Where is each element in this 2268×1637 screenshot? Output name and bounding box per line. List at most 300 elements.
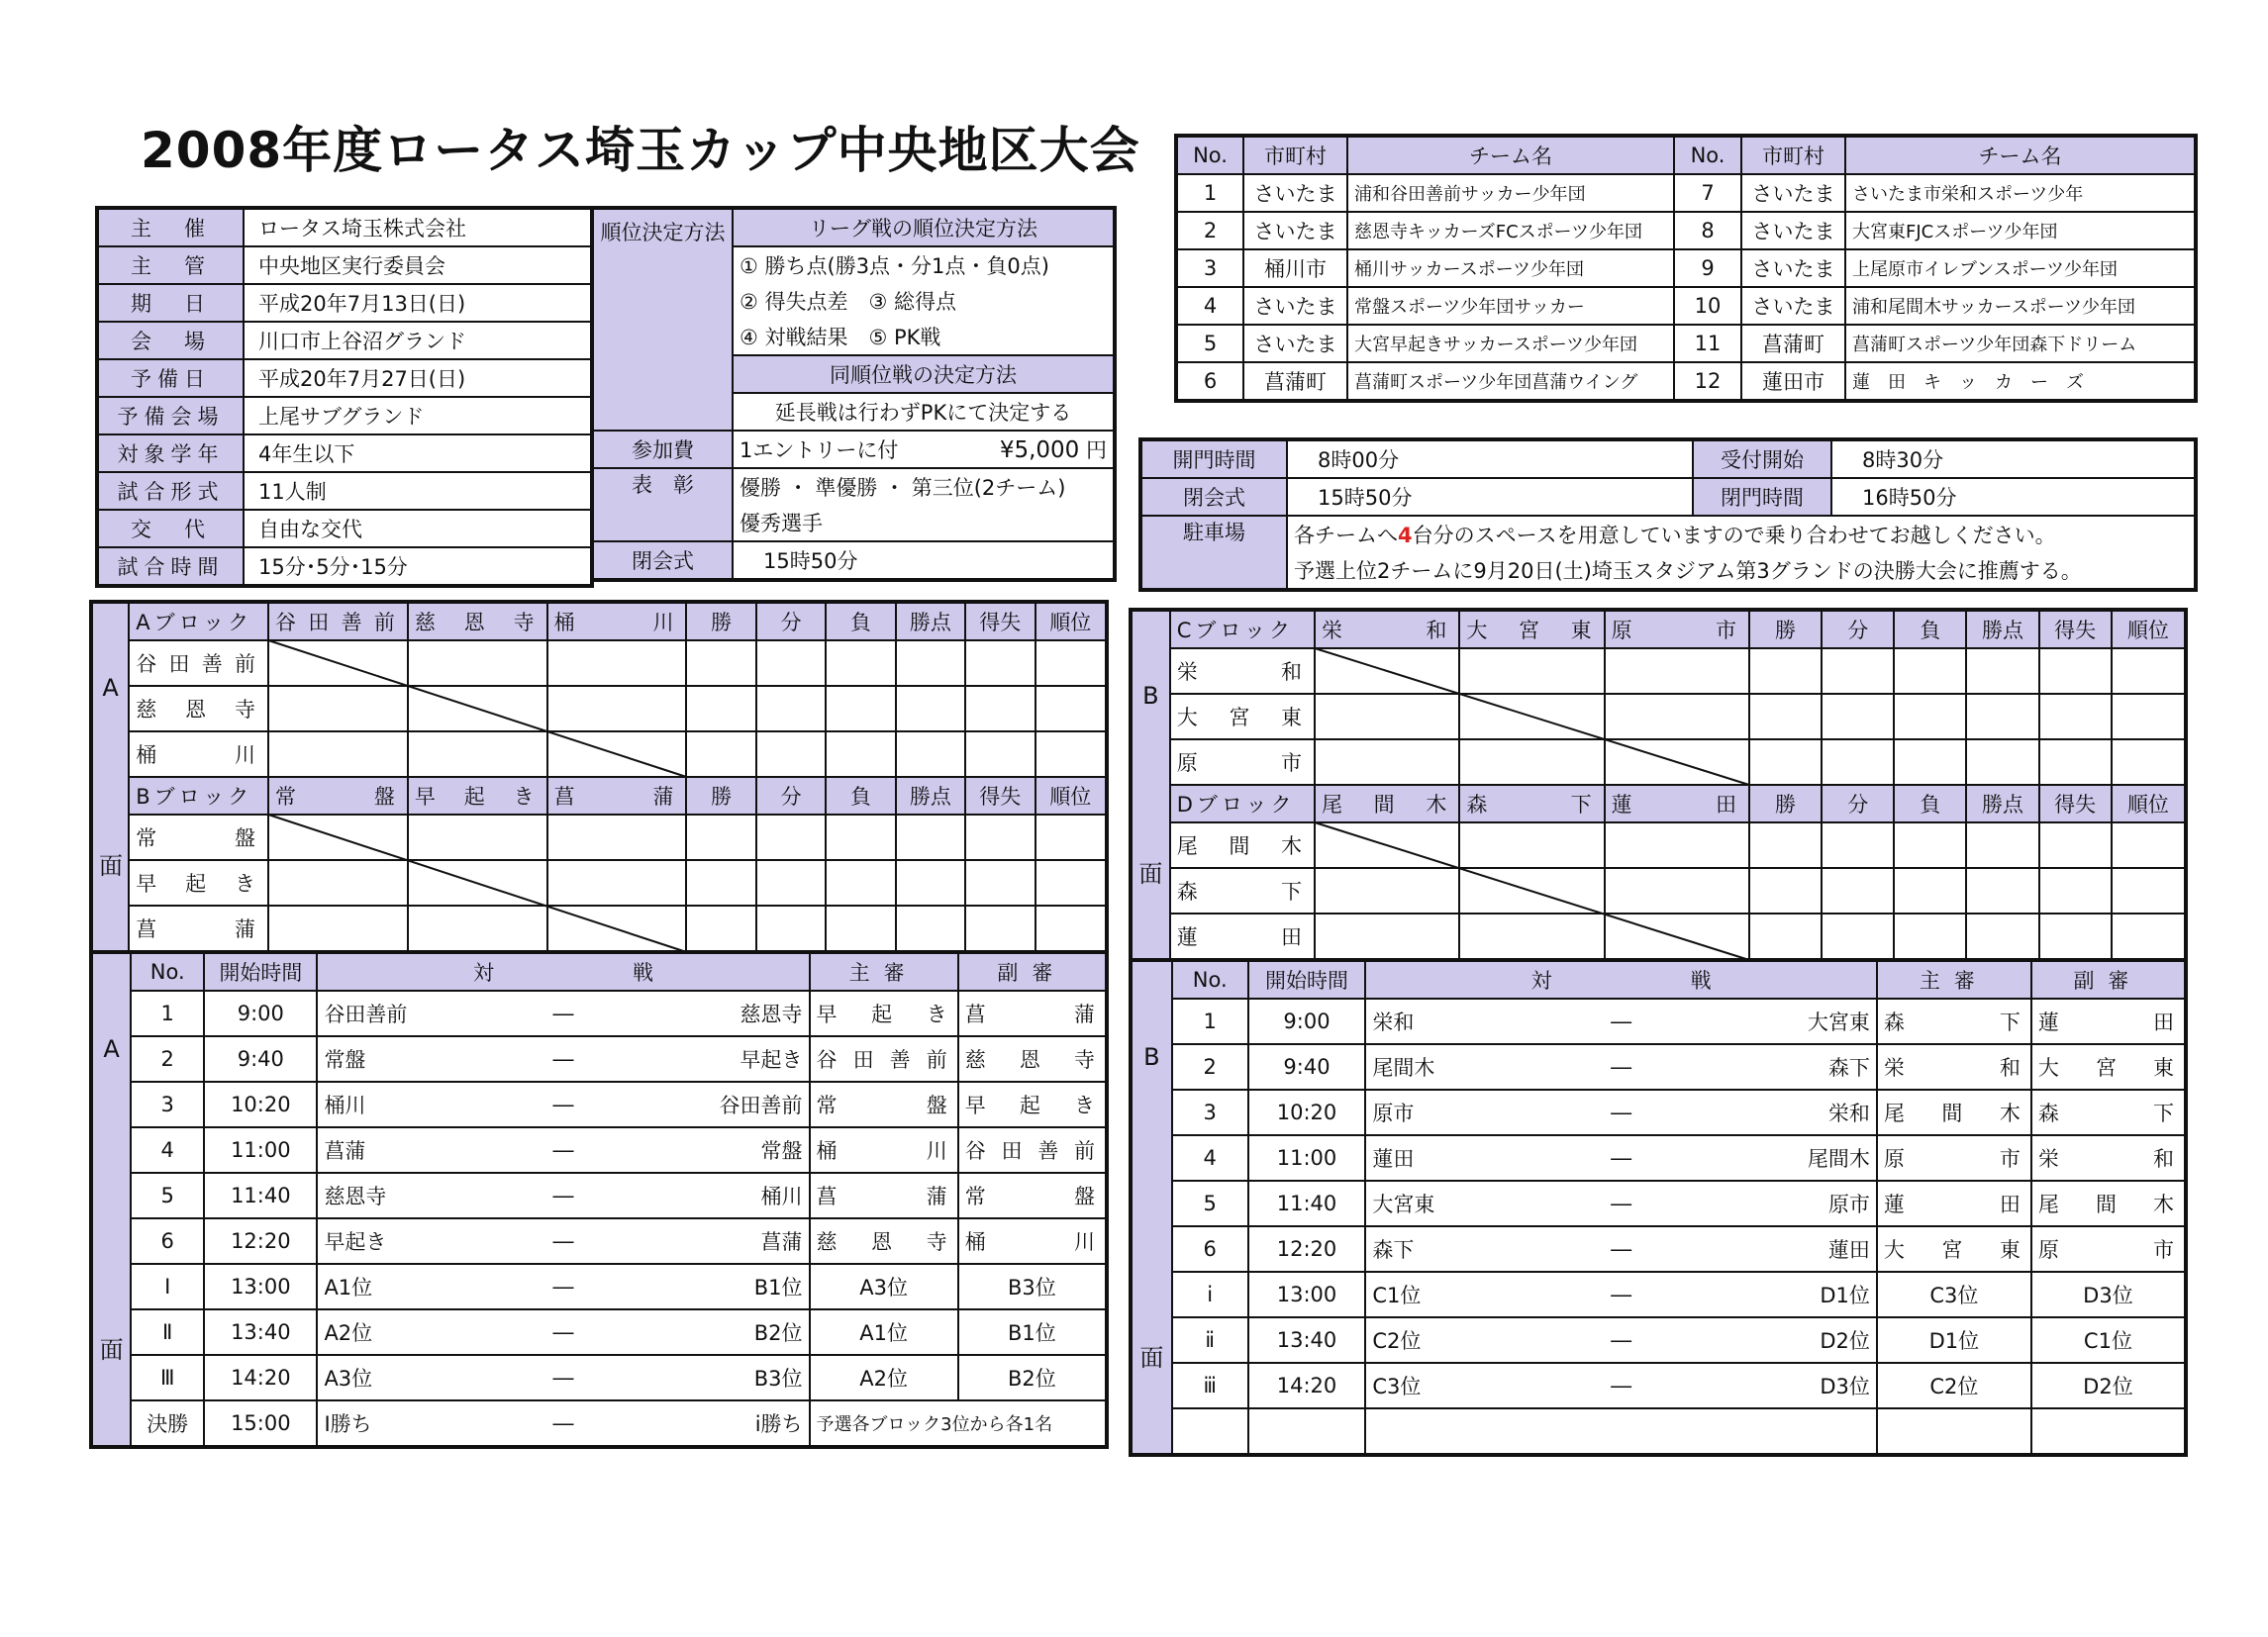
- match-home: 原市: [1365, 1090, 1550, 1135]
- result-cell: [1822, 648, 1894, 694]
- side-letter: A: [103, 1034, 120, 1063]
- match-away: 慈恩寺: [632, 991, 810, 1036]
- league-table-b: [1129, 608, 2188, 962]
- schedule-row: [91, 1309, 1107, 1355]
- teams-city-header: 市町村: [1741, 136, 1845, 174]
- team-row: [1176, 212, 2196, 249]
- result-cell: [1894, 648, 1966, 694]
- score-cell: [1315, 694, 1459, 739]
- schedule-table-a: [89, 950, 1109, 1449]
- match-time: 13:00: [204, 1264, 317, 1309]
- match-home: A2位: [317, 1309, 495, 1355]
- match-home: C2位: [1365, 1317, 1550, 1363]
- match-away: B1位: [632, 1264, 810, 1309]
- info-row: [97, 510, 592, 547]
- schedule-row: [91, 1036, 1107, 1082]
- info-value: 平成20年7月13日(日): [244, 284, 592, 322]
- match-home: 大宮東: [1365, 1181, 1550, 1226]
- match-time: 10:20: [1248, 1090, 1366, 1135]
- block-row-team: 常盤: [129, 815, 268, 860]
- match-away: 早起き: [632, 1036, 810, 1082]
- schedule-row: [91, 991, 1107, 1036]
- result-col-header: 得失: [2039, 610, 2112, 648]
- result-cell: [1035, 686, 1108, 731]
- match-away: 常盤: [632, 1127, 810, 1173]
- match-dash: ―: [495, 1309, 632, 1355]
- info-row: [97, 246, 592, 284]
- score-cell: [1605, 694, 1749, 739]
- open-label: 開門時間: [1140, 439, 1287, 478]
- team-city: さいたま: [1741, 174, 1845, 212]
- result-cell: [2112, 648, 2186, 694]
- match-dash: ―: [1550, 1181, 1692, 1226]
- block-team-row: [91, 906, 1107, 952]
- vs-label: 対: [472, 961, 494, 985]
- reception-label: 受付開始: [1693, 439, 1831, 478]
- result-cell: [1894, 914, 1966, 960]
- match-sub-ref: 尾間木: [2031, 1181, 2186, 1226]
- match-no: 6: [1172, 1226, 1248, 1272]
- match-time: 11:00: [204, 1127, 317, 1173]
- closing-label: 閉会式: [1140, 478, 1287, 516]
- match-no: 1: [131, 991, 204, 1036]
- block-header-row: [91, 602, 1107, 640]
- result-cell: [1966, 648, 2038, 694]
- match-ref: 慈恩寺: [810, 1218, 958, 1264]
- match-sub-ref: 栄和: [2031, 1135, 2186, 1181]
- result-cell: [896, 815, 965, 860]
- info-row: [97, 359, 592, 397]
- match-no: ⅱ: [1172, 1317, 1248, 1363]
- info-value: ロータス埼玉株式会社: [244, 208, 592, 246]
- side-letter: A: [102, 674, 119, 702]
- result-col-header: 負: [1894, 785, 1966, 822]
- info-row: [97, 284, 592, 322]
- block-header-row: [91, 777, 1107, 815]
- result-cell: [896, 640, 965, 686]
- match-time: 11:00: [1248, 1135, 1366, 1181]
- match-home: 菖蒲: [317, 1127, 495, 1173]
- match-away: 谷田善前: [632, 1082, 810, 1127]
- match-dash: ―: [1550, 1090, 1692, 1135]
- info-row: [97, 434, 592, 472]
- result-cell: [896, 686, 965, 731]
- side-men: 面: [1138, 860, 1163, 888]
- match-home: A1位: [317, 1264, 495, 1309]
- result-cell: [965, 815, 1035, 860]
- vs-label: 戦: [1690, 969, 1712, 993]
- parking-label: 駐車場: [1140, 516, 1287, 590]
- result-col-header: 得失: [2039, 785, 2112, 822]
- block-row-team: 森下: [1170, 868, 1315, 914]
- match-ref: 菖蒲: [810, 1173, 958, 1218]
- match-ref: 桶川: [810, 1127, 958, 1173]
- block-row-team: 尾間木: [1170, 822, 1315, 868]
- score-cell: [1459, 914, 1604, 960]
- result-cell: [1822, 694, 1894, 739]
- match-time: 14:20: [204, 1355, 317, 1400]
- team-no: 7: [1674, 174, 1741, 212]
- block-header-row: [1131, 610, 2186, 648]
- times-table: [1138, 437, 2198, 592]
- open-time: 8時00分: [1287, 439, 1693, 478]
- match-home: 早起き: [317, 1218, 495, 1264]
- result-col-header: 勝点: [896, 602, 965, 640]
- block-team-row: [1131, 739, 2186, 785]
- block-team-row: [91, 860, 1107, 906]
- score-cell: [1605, 868, 1749, 914]
- match-no: 5: [131, 1173, 204, 1218]
- info-label: 主 催: [97, 208, 244, 246]
- score-cell: [268, 906, 408, 952]
- team-no: 6: [1176, 362, 1243, 401]
- ranking-table: [590, 206, 1117, 582]
- info-value: 上尾サブグランド: [244, 397, 592, 434]
- result-col-header: 分: [756, 602, 826, 640]
- result-cell: [1035, 906, 1108, 952]
- score-cell: [1605, 648, 1749, 694]
- match-away: B3位: [632, 1355, 810, 1400]
- match-no: 2: [131, 1036, 204, 1082]
- match-home: C3位: [1365, 1363, 1550, 1408]
- match-dash: ―: [495, 1355, 632, 1400]
- team-city: さいたま: [1243, 212, 1347, 249]
- score-cell: [408, 640, 547, 686]
- result-col-header: 負: [1894, 610, 1966, 648]
- score-cell: [1459, 822, 1604, 868]
- gate-close-time: 16時50分: [1831, 478, 2196, 516]
- match-home: 慈恩寺: [317, 1173, 495, 1218]
- result-col-header: 勝: [686, 602, 755, 640]
- schedule-row: [91, 1127, 1107, 1173]
- match-time: 10:20: [204, 1082, 317, 1127]
- match-away: 蓮田: [1692, 1226, 1877, 1272]
- side-men: 面: [99, 1335, 124, 1364]
- result-cell: [1966, 868, 2038, 914]
- side-label: [1131, 610, 1170, 960]
- match-dash: ―: [1550, 1363, 1692, 1408]
- teams-table: [1174, 134, 2198, 403]
- match-home: C1位: [1365, 1272, 1550, 1317]
- match-away: B2位: [632, 1309, 810, 1355]
- match-away: 尾間木: [1692, 1135, 1877, 1181]
- result-cell: [965, 731, 1035, 777]
- block-team-row: [1131, 648, 2186, 694]
- match-dash: ―: [495, 1036, 632, 1082]
- match-home: 栄和: [1365, 999, 1550, 1044]
- block-row-team: 原市: [1170, 739, 1315, 785]
- team-city: 桶川市: [1243, 249, 1347, 287]
- info-row: [97, 208, 592, 246]
- team-name: 桶川サッカースポーツ少年団: [1347, 249, 1674, 287]
- team-city: さいたま: [1741, 212, 1845, 249]
- match-dash: ―: [495, 991, 632, 1036]
- fee-unit: 円: [1086, 438, 1107, 462]
- info-label: 主 管: [97, 246, 244, 284]
- schedule-row: [91, 1082, 1107, 1127]
- result-cell: [1749, 868, 1822, 914]
- result-cell: [826, 906, 895, 952]
- closing-label: 閉会式: [592, 541, 733, 580]
- side-letter: B: [1142, 682, 1159, 710]
- main-ref-header: 主審: [1877, 960, 2031, 999]
- match-dash: ―: [1550, 999, 1692, 1044]
- result-cell: [756, 906, 826, 952]
- match-sub-ref: [2031, 1408, 2186, 1455]
- score-cell: [547, 860, 687, 906]
- team-name: 菖蒲町スポーツ少年団菖蒲ウイング: [1347, 362, 1674, 401]
- award-label: 表 彰: [592, 468, 733, 541]
- block-row-team: 早起き: [129, 860, 268, 906]
- block-team-row: [1131, 822, 2186, 868]
- team-city: 菖蒲町: [1243, 362, 1347, 401]
- match-ref: [1877, 1408, 2031, 1455]
- result-cell: [1822, 739, 1894, 785]
- parking-text: [1287, 516, 2196, 552]
- match-time: 13:40: [204, 1309, 317, 1355]
- info-value: 中央地区実行委員会: [244, 246, 592, 284]
- team-no: 1: [1176, 174, 1243, 212]
- score-cell: [1315, 739, 1459, 785]
- result-cell: [1035, 731, 1108, 777]
- result-cell: [756, 731, 826, 777]
- match-sub-ref: 大宮東: [2031, 1044, 2186, 1090]
- sched-start-header: 開始時間: [204, 952, 317, 991]
- result-col-header: 順位: [2112, 610, 2186, 648]
- match-sub-ref: 谷田善前: [958, 1127, 1107, 1173]
- match-sub-ref: 早起き: [958, 1082, 1107, 1127]
- notice-text: 予選上位2チームに9月20日(土)埼玉スタジアム第3グランドの決勝大会に推薦する。: [1287, 552, 2196, 590]
- result-cell: [1966, 914, 2038, 960]
- result-cell: [965, 686, 1035, 731]
- block-col-team: 谷田善前: [268, 602, 408, 640]
- team-name: 上尾原市イレブンスポーツ少年団: [1845, 249, 2196, 287]
- result-cell: [896, 860, 965, 906]
- tie-header: 同順位戦の決定方法: [733, 355, 1115, 393]
- match-ref: 森下: [1877, 999, 2031, 1044]
- result-col-header: 負: [826, 777, 895, 815]
- team-no: 8: [1674, 212, 1741, 249]
- match-sub-ref: B1位: [958, 1309, 1107, 1355]
- match-dash: ―: [495, 1400, 632, 1447]
- match-time: 14:20: [1248, 1363, 1366, 1408]
- match-ref: A2位: [810, 1355, 958, 1400]
- result-cell: [1822, 914, 1894, 960]
- result-cell: [756, 686, 826, 731]
- page-title: 2008年度ロータス埼玉カップ中央地区大会: [141, 122, 1140, 179]
- info-table: [95, 206, 594, 588]
- match-home: Ⅰ勝ち: [317, 1400, 495, 1447]
- schedule-row: [1131, 1363, 2186, 1408]
- score-cell: [1459, 648, 1604, 694]
- team-row: [1176, 287, 2196, 325]
- result-cell: [1035, 640, 1108, 686]
- match-ref: 蓮田: [1877, 1181, 2031, 1226]
- result-cell: [1749, 914, 1822, 960]
- match-sub-ref: 原市: [2031, 1226, 2186, 1272]
- result-cell: [2039, 822, 2112, 868]
- match-dash: ―: [495, 1127, 632, 1173]
- score-cell: [547, 640, 687, 686]
- match-ref: C2位: [1877, 1363, 2031, 1408]
- match-time: 15:00: [204, 1400, 317, 1447]
- parking-count: 4: [1398, 524, 1413, 547]
- match-ref: 尾間木: [1877, 1090, 2031, 1135]
- match-away: 菖蒲: [632, 1218, 810, 1264]
- block-header-row: [1131, 785, 2186, 822]
- match-away: D3位: [1692, 1363, 1877, 1408]
- block-name: Bブロック: [129, 777, 268, 815]
- team-name: 慈恩寺キッカーズFCスポーツ少年団: [1347, 212, 1674, 249]
- result-cell: [686, 640, 755, 686]
- block-team-row: [91, 686, 1107, 731]
- result-cell: [686, 906, 755, 952]
- match-away: 栄和: [1692, 1090, 1877, 1135]
- score-cell: [1459, 739, 1604, 785]
- closing-value: 15時50分: [733, 541, 1115, 580]
- result-cell: [2039, 914, 2112, 960]
- match-no: Ⅱ: [131, 1309, 204, 1355]
- team-name: 菖蒲町スポーツ少年団森下ドリーム: [1845, 325, 2196, 362]
- block-col-team: 菖蒲: [547, 777, 687, 815]
- block-team-row: [1131, 694, 2186, 739]
- block-row-team: 大宮東: [1170, 694, 1315, 739]
- match-no: 3: [1172, 1090, 1248, 1135]
- team-city: さいたま: [1243, 325, 1347, 362]
- info-label: 期 日: [97, 284, 244, 322]
- match-sub-ref: B3位: [958, 1264, 1107, 1309]
- team-city: さいたま: [1741, 287, 1845, 325]
- award-value: 優勝 ・ 準優勝 ・ 第三位(2チーム): [733, 468, 1115, 505]
- ranking-label: 順位決定方法: [592, 208, 733, 431]
- match-no: 6: [131, 1218, 204, 1264]
- match-sub-ref: 桶川: [958, 1218, 1107, 1264]
- result-cell: [1035, 815, 1108, 860]
- result-cell: [1894, 739, 1966, 785]
- match-time: 13:40: [1248, 1317, 1366, 1363]
- match-sub-ref: 慈恩寺: [958, 1036, 1107, 1082]
- match-no: 5: [1172, 1181, 1248, 1226]
- result-cell: [1966, 739, 2038, 785]
- result-col-header: 得失: [965, 777, 1035, 815]
- match-no: 2: [1172, 1044, 1248, 1090]
- match-time: 9:00: [204, 991, 317, 1036]
- match-time: [1248, 1408, 1366, 1455]
- match-no: ⅲ: [1172, 1363, 1248, 1408]
- info-value: 川口市上谷沼グランド: [244, 322, 592, 359]
- block-col-team: 常盤: [268, 777, 408, 815]
- team-city: さいたま: [1243, 287, 1347, 325]
- team-no: 3: [1176, 249, 1243, 287]
- side-label: [1131, 960, 1172, 1455]
- block-row-team: 菖蒲: [129, 906, 268, 952]
- match-time: 13:00: [1248, 1272, 1366, 1317]
- result-col-header: 得失: [965, 602, 1035, 640]
- parking-post: 台分のスペースを用意していますので乗り合わせてお越しください。: [1412, 524, 2056, 547]
- block-col-team: 尾間木: [1315, 785, 1459, 822]
- closing-time: 15時50分: [1287, 478, 1693, 516]
- info-label: 会 場: [97, 322, 244, 359]
- result-cell: [896, 906, 965, 952]
- block-name: Cブロック: [1170, 610, 1315, 648]
- schedule-row: [1131, 1135, 2186, 1181]
- result-cell: [1749, 694, 1822, 739]
- team-name: 浦和谷田善前サッカー少年団: [1347, 174, 1674, 212]
- score-cell: [1315, 868, 1459, 914]
- match-ref: C3位: [1877, 1272, 2031, 1317]
- sub-ref-header: 副審: [2031, 960, 2186, 999]
- sub-ref-header: 副審: [958, 952, 1107, 991]
- match-away: 原市: [1692, 1181, 1877, 1226]
- team-no: 9: [1674, 249, 1741, 287]
- match-sub-ref: 菖蒲: [958, 991, 1107, 1036]
- block-col-team: 大宮東: [1459, 610, 1604, 648]
- result-cell: [826, 860, 895, 906]
- team-no: 10: [1674, 287, 1741, 325]
- score-cell: [268, 686, 408, 731]
- match-sub-ref: C1位: [2031, 1317, 2186, 1363]
- schedule-row: [1131, 1226, 2186, 1272]
- teams-no-header: No.: [1674, 136, 1741, 174]
- match-ref: 大宮東: [1877, 1226, 2031, 1272]
- match-time: 9:40: [204, 1036, 317, 1082]
- result-cell: [1035, 860, 1108, 906]
- side-men: 面: [99, 852, 123, 880]
- result-col-header: 順位: [1035, 602, 1108, 640]
- match-away: D2位: [1692, 1317, 1877, 1363]
- gate-close-label: 閉門時間: [1693, 478, 1831, 516]
- match-no: 決勝: [131, 1400, 204, 1447]
- result-cell: [1749, 648, 1822, 694]
- match-no: 4: [1172, 1135, 1248, 1181]
- match-time: 12:20: [1248, 1226, 1366, 1272]
- info-value: 平成20年7月27日(日): [244, 359, 592, 397]
- block-col-team: 森下: [1459, 785, 1604, 822]
- result-cell: [756, 815, 826, 860]
- result-cell: [1749, 739, 1822, 785]
- match-ref: 谷田善前: [810, 1036, 958, 1082]
- result-cell: [686, 686, 755, 731]
- schedule-row: [91, 1400, 1107, 1447]
- info-label: 交 代: [97, 510, 244, 547]
- block-row-team: 桶川: [129, 731, 268, 777]
- side-label: [91, 602, 129, 952]
- match-no: Ⅲ: [131, 1355, 204, 1400]
- block-team-row: [1131, 914, 2186, 960]
- block-team-row: [91, 815, 1107, 860]
- result-cell: [2039, 739, 2112, 785]
- sched-start-header: 開始時間: [1248, 960, 1366, 999]
- result-cell: [826, 686, 895, 731]
- score-cell: [268, 860, 408, 906]
- info-label: 予備日: [97, 359, 244, 397]
- match-away: 森下: [1692, 1044, 1877, 1090]
- schedule-row: [1131, 1044, 2186, 1090]
- result-col-header: 順位: [2112, 785, 2186, 822]
- match-time: 11:40: [1248, 1181, 1366, 1226]
- schedule-row: [91, 1218, 1107, 1264]
- schedule-row: [91, 1173, 1107, 1218]
- tie-rule: 延長戦は行わずPKにて決定する: [733, 393, 1115, 431]
- block-col-team: 原市: [1605, 610, 1749, 648]
- teams-name-header: チーム名: [1347, 136, 1674, 174]
- block-row-team: 谷田善前: [129, 640, 268, 686]
- block-name: Aブロック: [129, 602, 268, 640]
- schedule-table-b: [1129, 958, 2188, 1457]
- result-col-header: 負: [826, 602, 895, 640]
- result-col-header: 勝点: [1966, 610, 2038, 648]
- schedule-row: [91, 1355, 1107, 1400]
